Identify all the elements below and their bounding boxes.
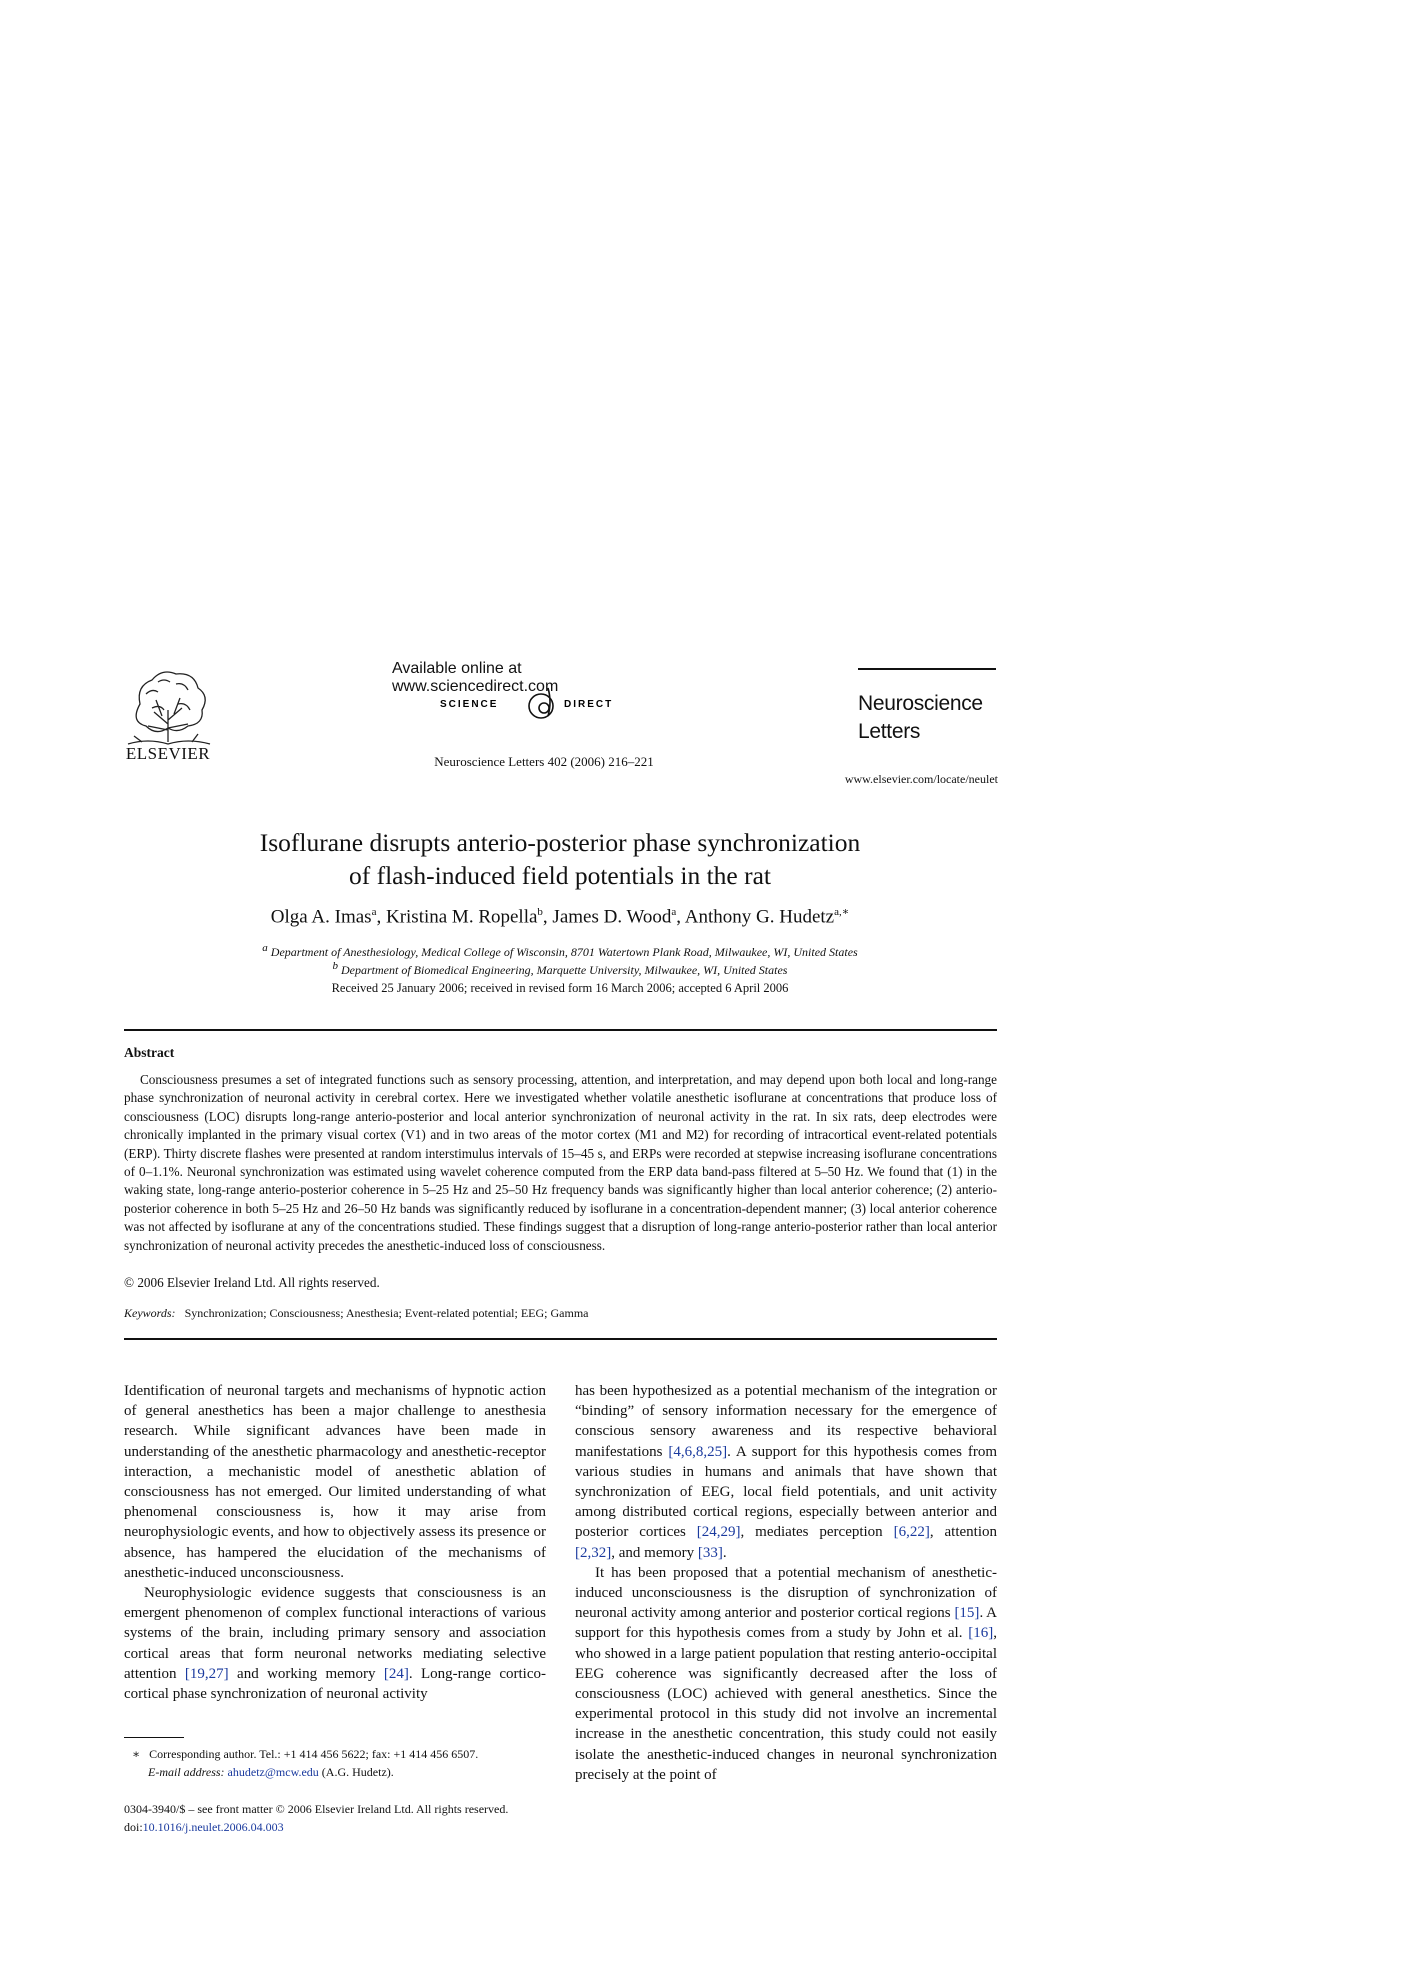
email-note xyxy=(148,1765,394,1780)
reference-link[interactable]: [33] xyxy=(697,1544,723,1561)
email-label: E-mail address: xyxy=(148,1765,225,1779)
paragraph-text: , who showed in a large patient population that resting anterio-occipital EEG coherence was significantly decreased after the loss of consciousness (LOC) achieved with general anesthetics. Since the experimental protocol in this study did not involve an incremental increase in the anesthetic concentration, this study could not easily isolate the anesthetic-induced changes in neuronal synchronization precisely at the point of xyxy=(575,1625,997,1783)
sd-logo-left: SCIENCE xyxy=(440,699,499,710)
body-paragraph xyxy=(124,1381,546,1583)
corresponding-text: Corresponding author. Tel.: +1 414 456 5622; fax: +1 414 456 6507. xyxy=(149,1747,479,1761)
sciencedirect-logo xyxy=(440,680,645,726)
author-name[interactable]: James D. Wood xyxy=(552,906,672,928)
journal-url-link[interactable]: www.elsevier.com/locate/neulet xyxy=(844,772,998,786)
paragraph-text: has been hypothesized as a potential mechanism of the integration or “binding” of sensory information necessary for the emergence of conscious sensory awareness and its respective behavioral manifestations xyxy=(575,1383,997,1460)
body-paragraph xyxy=(575,1563,997,1785)
journal-name-line2: Letters xyxy=(858,720,921,743)
reference-link[interactable]: [15] xyxy=(954,1605,980,1622)
paragraph-text: Neurophysiologic evidence suggests that consciousness is an emergent phenomenon of complex functional interactions of various systems of the brain, including primary sensory and association cortical areas that form neuronal networks mediating selective attention xyxy=(124,1585,546,1682)
affiliation xyxy=(160,942,960,960)
publisher-name: ELSEVIER xyxy=(125,744,211,763)
reference-link[interactable]: [24,29] xyxy=(696,1524,741,1541)
body-column-left xyxy=(124,1381,546,1704)
footnote-rule xyxy=(124,1737,184,1738)
corresponding-author-note xyxy=(132,1747,478,1762)
paragraph-text: , mediates perception xyxy=(740,1524,894,1541)
reference-link[interactable]: [4,6,8,25] xyxy=(668,1443,728,1460)
author-separator: , xyxy=(542,906,553,928)
author-affiliation-mark: a,∗ xyxy=(834,906,850,918)
paragraph-text: It has been proposed that a potential mechanism of anesthetic-induced unconsciousness is the disruption of synchronization of neuronal activity among anterior and posterior cortical regions xyxy=(575,1564,997,1622)
author-affiliation-mark: a xyxy=(671,906,677,918)
paragraph-text: , and memory xyxy=(611,1544,698,1561)
paragraph-text: Identification of neuronal targets and mechanisms of hypnotic action of general anesthetics has been a major challenge to anesthesia research. While significant advances have been made in understanding of the anesthetic pharmacology and anesthetic-receptor interaction, a mechanistic model of anesthetic ablation of consciousness has not emerged. Our limited understanding of what phenomenal consciousness is, how it may arise from neurophysiologic events, and how to objectively assess its presence or absence, has hampered the elucidation of the mechanisms of anesthetic-induced unconsciousness. xyxy=(124,1383,546,1581)
affiliation-mark: a xyxy=(262,942,268,954)
paragraph-text: and working memory xyxy=(228,1665,384,1682)
article-title-line2: of flash-induced field potentials in the rat xyxy=(348,861,772,890)
author-separator: , xyxy=(676,906,685,928)
corresponding-mark: ∗ xyxy=(132,1747,141,1761)
affiliation-mark: b xyxy=(332,960,339,972)
email-link[interactable]: ahudetz@mcw.edu xyxy=(227,1765,319,1779)
paragraph-text: , attention xyxy=(929,1524,997,1541)
author-separator: , xyxy=(376,906,386,928)
reference-link[interactable]: [2,32] xyxy=(575,1544,612,1561)
body-paragraph xyxy=(575,1381,997,1563)
author-list xyxy=(160,905,960,928)
journal-name-line1: Neuroscience xyxy=(858,692,983,715)
abstract-bottom-rule xyxy=(124,1338,997,1340)
abstract-text: Consciousness presumes a set of integrated functions such as sensory processing, attention, and interpretation, and may depend upon both local and long-range phase synchronization of neuronal activity in cerebral cortex. Here we investigated whether volatile anesthetic isoflurane at concentrations that produce loss of consciousness (LOC) disrupts long-range anterio-posterior and local anterior synchronization of neuronal activity in the rat. In six rats, deep electrodes were chronically implanted in the primary visual cortex (V1) and in two areas of the motor cortex (M1 and M2) for recording of intracortical event-related potentials (ERP). Thirty discrete flashes were presented at random interstimulus intervals of 15–45 s, and ERPs were recorded at stepwise increasing isoflurane concentrations of 0–1.1%. Neuronal synchronization was estimated using wavelet coherence computed from the ERP data band-pass filtered at 5–50 Hz. We found that (1) in the waking state, long-range anterio-posterior coherence in 5–25 Hz and 25–50 Hz frequency bands was significantly higher than local anterior coherence; (2) anterio-posterior coherence in both 5–25 Hz and 26–50 Hz bands was significantly reduced by isoflurane in a concentration-dependent manner; (3) local anterior coherence was not affected by isoflurane at any of the concentrations studied. These findings suggest that a disruption of long-range anterio-posterior rather than local anterior synchronization of neuronal activity precedes the anesthetic-induced loss of consciousness. xyxy=(124,1072,997,1253)
abstract-top-rule xyxy=(124,1029,997,1031)
doi-link[interactable]: 10.1016/j.neulet.2006.04.003 xyxy=(142,1820,284,1834)
issn-line: 0304-3940/$ – see front matter © 2006 Elsevier Ireland Ltd. All rights reserved. xyxy=(124,1802,509,1816)
keywords-label: Keywords: xyxy=(124,1306,176,1320)
email-suffix: (A.G. Hudetz). xyxy=(321,1765,394,1779)
article-title xyxy=(160,826,960,892)
author-name[interactable]: Olga A. Imas xyxy=(270,906,372,928)
body-paragraph xyxy=(124,1583,546,1704)
journal-citation: Neuroscience Letters 402 (2006) 216–221 xyxy=(434,754,654,769)
article-title-line1: Isoflurane disrupts anterio-posterior phase synchronization xyxy=(259,828,861,857)
paragraph-text: . A support for this hypothesis comes from various studies in humans and animals that have shown that synchronization of EEG, local field potentials, and unit activity among distributed cortical regions, especially between anterior and posterior cortices xyxy=(575,1443,997,1541)
reference-link[interactable]: [16] xyxy=(968,1625,994,1642)
paragraph-text: . xyxy=(722,1544,727,1561)
keywords xyxy=(124,1306,588,1321)
paragraph-text: . Long-range cortico-cortical phase synchronization of neuronal activity xyxy=(124,1665,547,1703)
doi-line xyxy=(124,1820,284,1835)
body-column-right xyxy=(575,1381,997,1785)
author-affiliation-mark: b xyxy=(537,906,543,918)
abstract-copyright: © 2006 Elsevier Ireland Ltd. All rights reserved. xyxy=(124,1275,380,1290)
affiliation xyxy=(160,960,960,978)
available-online-text: Available online at www.sciencedirect.com xyxy=(392,660,559,695)
author-name[interactable]: Kristina M. Ropella xyxy=(385,906,538,928)
paragraph-text: . A support for this hypothesis comes from a study by John et al. xyxy=(575,1605,997,1642)
abstract-heading: Abstract xyxy=(124,1045,175,1060)
author-name[interactable]: Anthony G. Hudetz xyxy=(684,906,835,928)
journal-title-rule xyxy=(858,668,996,670)
sd-logo-right: DIRECT xyxy=(564,699,614,710)
affiliation-text: Department of Anesthesiology, Medical College of Wisconsin, 8701 Watertown Plank Road, Milwaukee, WI, United States xyxy=(270,945,858,959)
doi-label: doi: xyxy=(124,1820,143,1834)
affiliation-text: Department of Biomedical Engineering, Marquette University, Milwaukee, WI, United States xyxy=(341,963,788,977)
reference-link[interactable]: [19,27] xyxy=(184,1665,229,1682)
reference-link[interactable]: [24] xyxy=(383,1665,409,1682)
reference-link[interactable]: [6,22] xyxy=(893,1524,930,1541)
journal-name xyxy=(858,690,998,746)
author-affiliation-mark: a xyxy=(371,906,377,918)
keywords-list: Synchronization; Consciousness; Anesthesia; Event-related potential; EEG; Gamma xyxy=(184,1306,589,1320)
received-dates: Received 25 January 2006; received in revised form 16 March 2006; accepted 6 April 2006 xyxy=(331,981,789,995)
